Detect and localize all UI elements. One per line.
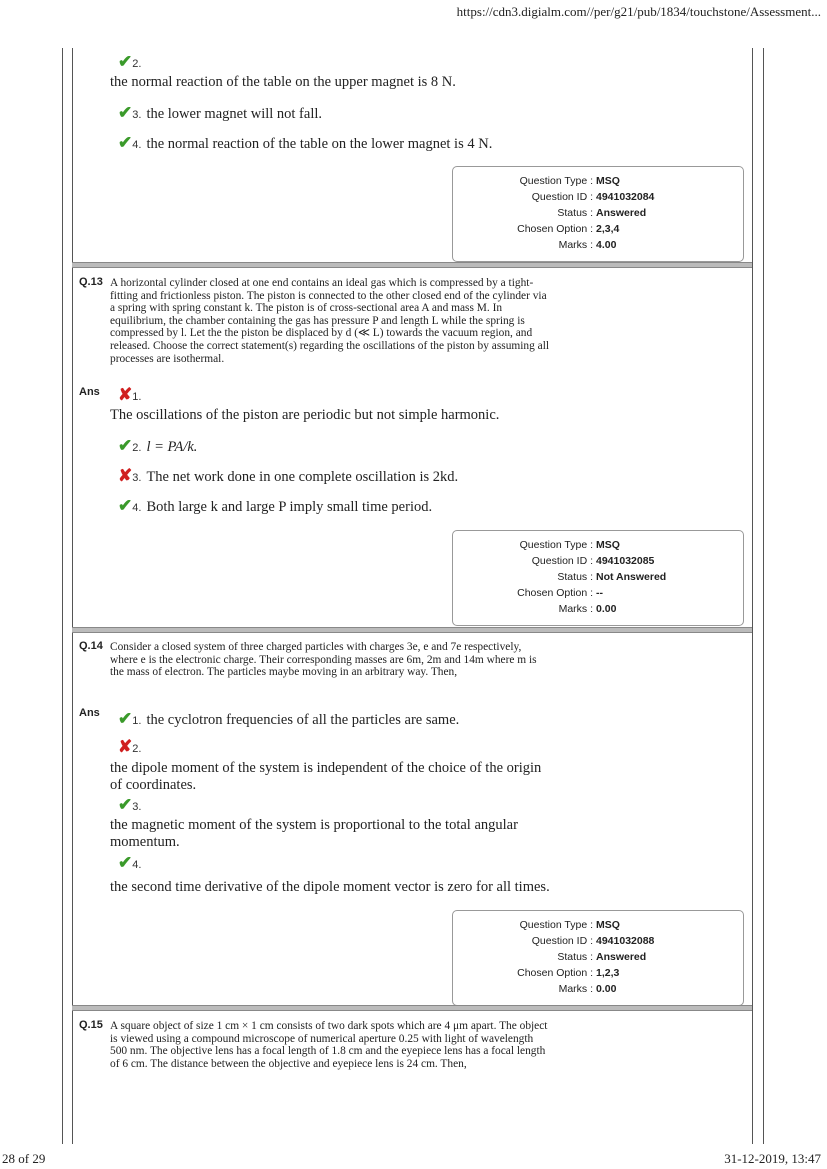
option-text: the normal reaction of the table on the upper magnet is 8 N. [110, 74, 456, 90]
option-text: the magnetic moment of the system is proportional to the total angular momentum. [110, 817, 518, 850]
option-3: ✘3. The net work done in one complete oscillation is 2kd. [118, 466, 459, 485]
separator [72, 262, 752, 268]
question-number: Q.14 [79, 640, 103, 652]
option-2: ✔2. l = PA/k. [118, 436, 198, 455]
cross-icon: ✘ [118, 466, 133, 485]
question-text: A horizontal cylinder closed at one end contains an ideal gas which is compressed by a tight-fitting and frictionless piston. The piston is connected to the other closed end of the cylinder via a spring with spring constant k. The piston is of cross-sectional area A and mass M. In equilibrium, the chamber containing the gas has pressure P and length L while the spring is compressed by l. Let the the piston be displaced by d (≪ L) towards the vacuum region, and released. Choose the correct statement(s) regarding the oscillations of the piston by assuming all processes are isothermal. [110, 277, 550, 365]
question-text: Consider a closed system of three charged particles with charges 3e, e and 7e respectively, where e is the electronic charge. Their corresponding masses are 6m, 2m and 14m where m is the mass of electron. The particles maybe moving in an arbitrary way. Then, [110, 641, 537, 679]
check-icon: ✔ [118, 103, 133, 122]
option-text: The oscillations of the piston are periodic but not simple harmonic. [110, 407, 500, 423]
check-icon: ✔ [118, 133, 133, 152]
check-icon: ✔ [118, 709, 133, 728]
cross-icon: ✘ [118, 737, 133, 756]
check-icon: ✔ [118, 795, 133, 814]
option-text: the dipole moment of the system is independent of the choice of the origin of coordinates. [110, 760, 542, 793]
option-4: ✔4. the normal reaction of the table on the lower magnet is 4 N. [118, 133, 493, 152]
option-3: ✔3. [118, 795, 142, 814]
option-2: ✘2. [118, 737, 142, 756]
ans-label: Ans [79, 386, 100, 398]
cross-icon: ✘ [118, 385, 133, 404]
option-1: ✘1. [118, 385, 142, 404]
question-number: Q.15 [79, 1019, 103, 1031]
question-info-box: Question Type : MSQ Question ID : 4941032085 Status : Not Answered Chosen Option : -- Marks : 0.00 [452, 530, 744, 626]
separator [72, 627, 752, 633]
option-1: ✔1. the cyclotron frequencies of all the particles are same. [118, 709, 460, 728]
option-2: ✔2. [118, 52, 142, 71]
option-3: ✔3. the lower magnet will not fall. [118, 103, 323, 122]
url[interactable]: https://cdn3.digialm.com//per/g21/pub/1834/touchstone/Assessment... [456, 4, 821, 19]
check-icon: ✔ [118, 52, 133, 71]
check-icon: ✔ [118, 436, 133, 455]
page-number: 28 of 29 [2, 1151, 46, 1166]
option-4: ✔4. Both large k and large P imply small time period. [118, 496, 433, 515]
question-number: Q.13 [79, 276, 103, 288]
check-icon: ✔ [118, 496, 133, 515]
question-info-box: Question Type : MSQ Question ID : 4941032084 Status : Answered Chosen Option : 2,3,4 Marks : 4.00 [452, 166, 744, 262]
question-info-box: Question Type : MSQ Question ID : 4941032088 Status : Answered Chosen Option : 1,2,3 Marks : 0.00 [452, 910, 744, 1006]
separator [72, 1005, 752, 1011]
check-icon: ✔ [118, 853, 133, 872]
option-text: the second time derivative of the dipole moment vector is zero for all times. [110, 879, 550, 895]
print-datetime: 31-12-2019, 13:47 [724, 1151, 821, 1166]
question-text: A square object of size 1 cm × 1 cm consists of two dark spots which are 4 μm apart. The object is viewed using a compound microscope of numerical aperture 0.25 with light of wavelength 500 nm. The objective lens has a focal length of 1.8 cm and the eyepiece lens has a focal length of 6 cm. The distance between the objective and eyepiece lens is 24 cm. Then, [110, 1020, 548, 1070]
ans-label: Ans [79, 707, 100, 719]
option-4: ✔4. [118, 853, 142, 872]
